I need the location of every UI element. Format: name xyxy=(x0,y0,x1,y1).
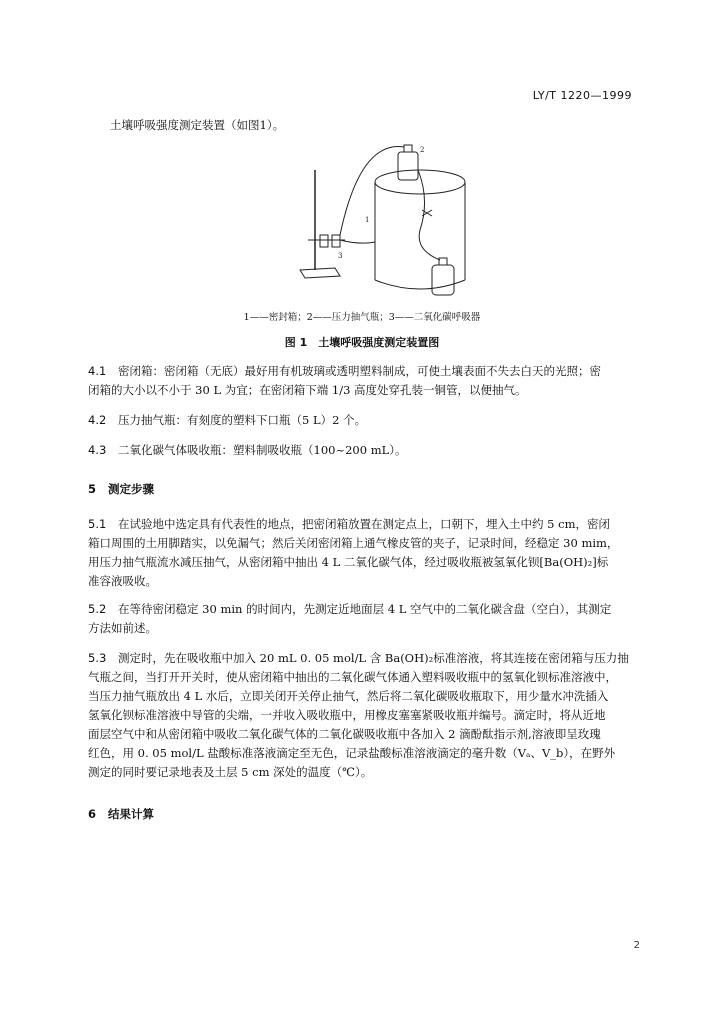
figure-caption: 1——密封箱；2——压力抽气瓶；3——二氧化碳呼吸器 xyxy=(243,312,481,323)
page-number: 2 xyxy=(633,940,640,951)
standard-code: LY/T 1220—1999 xyxy=(532,89,632,102)
heading-5: 5 测定步骤 xyxy=(88,482,154,496)
figure-label-2: 2 xyxy=(420,146,425,154)
section-4-3: 4.3 二氧化碳气体吸收瓶：塑料制吸收瓶（100~200 mL）。 xyxy=(88,443,407,457)
sealed-box-bottom xyxy=(375,280,465,289)
section-5-2: 5.2 在等待密闭稳定 30 min 的时间内，先测定近地面层 4 L 空气中的二氧化碳含盘（空白），其测定 方法如前述。 xyxy=(88,602,612,635)
absorber-bottle xyxy=(320,235,328,247)
section-5-3: 5.3 测定时，先在吸收瓶中加入 20 mL 0. 05 mol/L 含 Ba(OH)₂标准溶液，将其连接在密闭箱与压力抽 气瓶之间，当打开开关时，使从密闭箱中抽出的二氧化碳气体通入塑料吸收瓶中的氢氧化钡标准溶液中， 当压力抽气瓶放出 4 L 水后，立即关闭开关停止抽气，然后将二氧化碳吸收瓶取下，用少量水冲洗插入 氢氧化钡标准溶液中导管的尖端，一并收入吸收瓶中，用橡皮塞塞紧吸收瓶并编号。滴定时，将从近地 面层空气中和从密闭箱中吸收二氧化碳气体的二氧化碳吸收瓶中各加入 2 滴酚酞指示剂,溶液即呈玫瑰 红色，用 0. 05 mol/L 盐酸标准落液滴定至无色，记录盐酸标准溶液滴定的毫升数（Vₐ、V_b），在野外 测定的同时要记录地表及土层 5 cm 深处的温度（℃）。 xyxy=(88,651,629,779)
figure-title: 图 1 土壤呼吸强度测定装置图 xyxy=(284,336,440,349)
sealed-box-top xyxy=(375,170,465,194)
section-number: 4.1 xyxy=(88,364,107,378)
heading-6: 6 结果计算 xyxy=(88,807,154,821)
apparatus-figure xyxy=(290,140,490,305)
tube-1 xyxy=(340,147,404,235)
tube-2 xyxy=(418,170,440,260)
figure-label-3: 3 xyxy=(338,252,343,260)
section-4-2: 4.2 压力抽气瓶：有刻度的塑料下口瓶（5 L）2 个。 xyxy=(88,413,367,427)
pressure-bottle-top xyxy=(398,152,418,180)
stand-base xyxy=(300,268,340,278)
pressure-bottle-bottom xyxy=(432,265,454,295)
section-4-1: 4.1 密闭箱：密闭箱（无底）最好用有机玻璃或透明塑料制成，可使土壤表面不失去白天的光照；密 闭箱的大小以不小于 30 L 为宜；在密闭箱下端 1/3 高度处穿孔装一铜管，以便抽气。 xyxy=(88,364,601,397)
section-5-1: 5.1 在试验地中选定具有代表性的地点，把密闭箱放置在测定点上，口朝下，埋入土中约 5 cm，密闭 箱口周围的土用脚踏实，以免漏气；然后关闭密闭箱上通气橡皮管的夹子，记录时间，经稳定 30 mim， 用压力抽气瓶流水减压抽气，从密闭箱中抽出 4 L 二氧化碳气体，经过吸收瓶被氢氧化钡[Ba(OH)₂]标 准容液吸收。 xyxy=(88,517,619,588)
figure-label-1: 1 xyxy=(365,216,370,224)
intro-text: 土壤呼吸强度测定装置（如图1）。 xyxy=(110,118,285,132)
tube-3 xyxy=(340,240,375,243)
